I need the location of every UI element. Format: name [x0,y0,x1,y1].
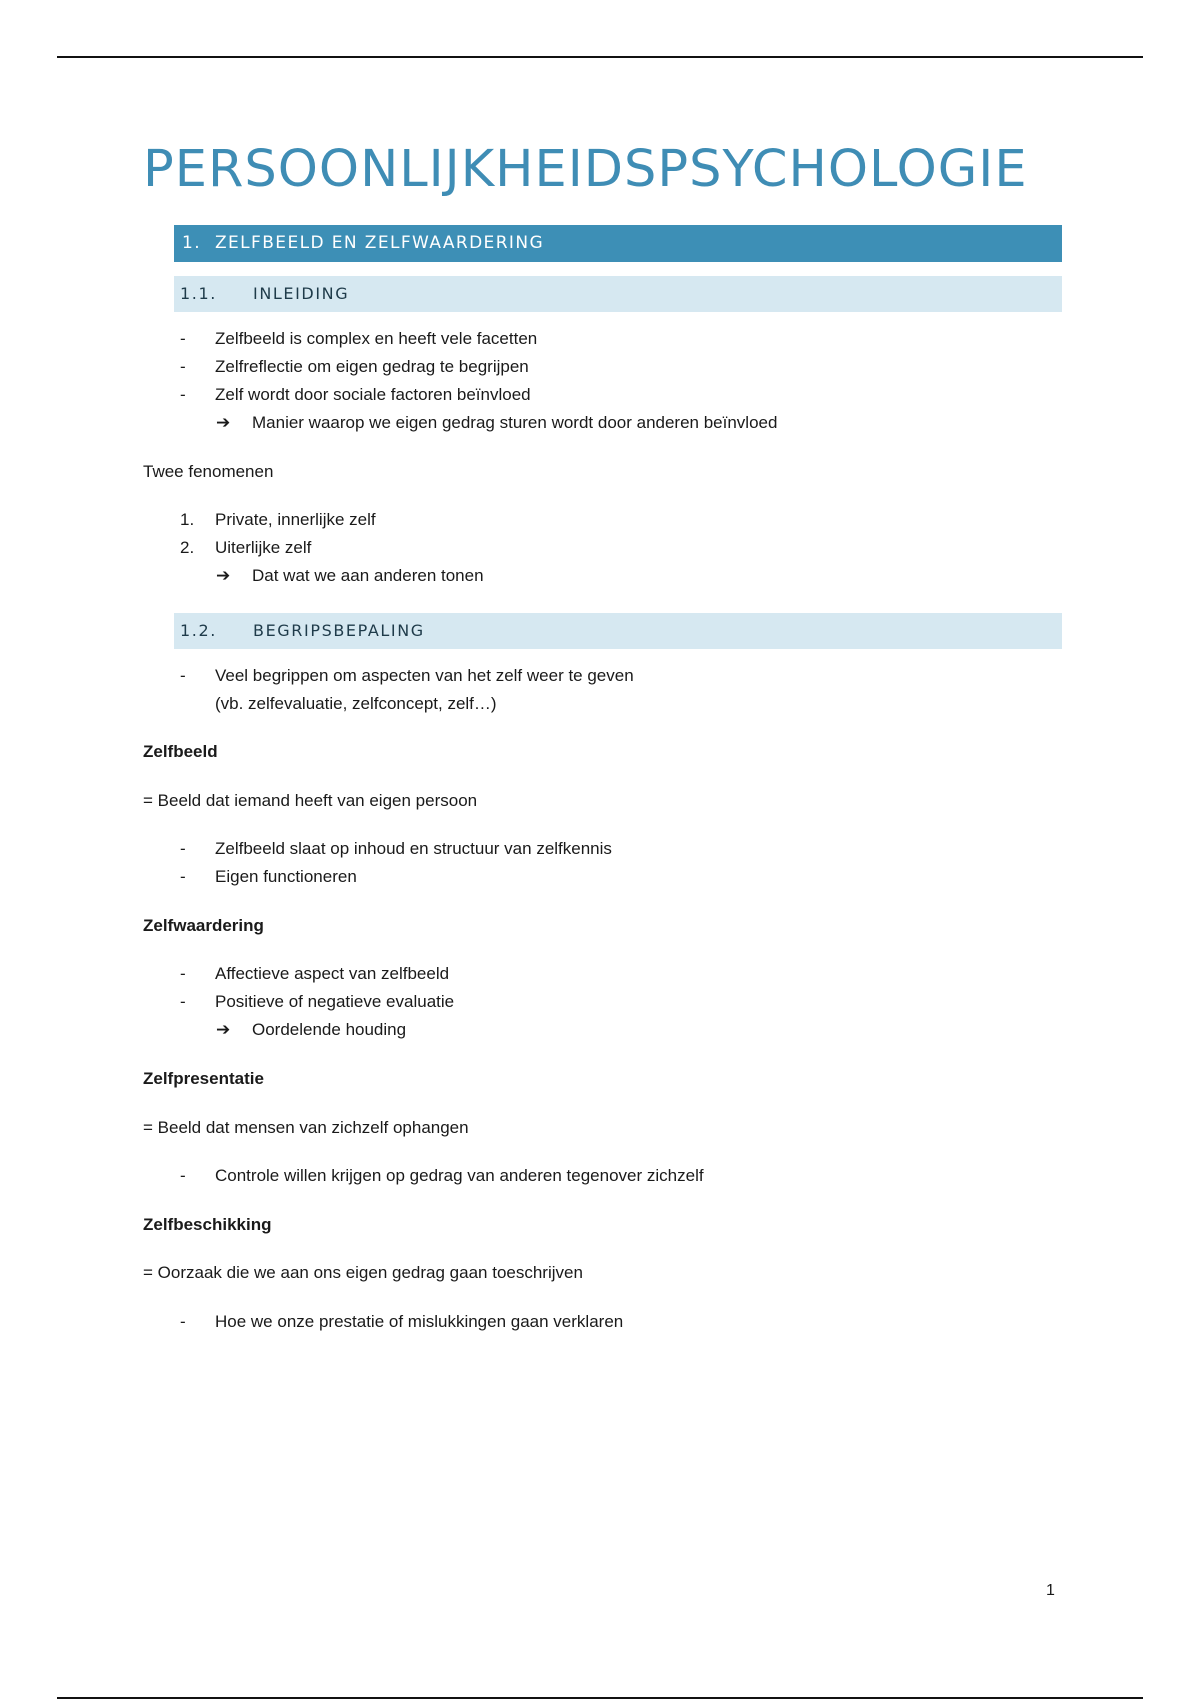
bullet-dash: - [180,1312,186,1331]
list-item: Zelfbeeld slaat op inhoud en structuur van zelfkennis [215,839,612,858]
list-item: Hoe we onze prestatie of mislukkingen gaan verklaren [215,1312,624,1331]
term-heading: Zelfpresentatie [143,1069,264,1088]
heading-section-1 [174,225,1062,262]
list-item: Zelf wordt door sociale factoren beïnvloed [215,385,531,404]
heading-label: ZELFBEELD EN ZELFWAARDERING [215,233,545,253]
heading-label: INLEIDING [253,284,350,303]
page-number: 1 [1046,1582,1055,1599]
footer-rule [57,1697,1143,1699]
list-item: Controle willen krijgen op gedrag van anderen tegenover zichzelf [215,1166,704,1185]
heading-number: 1.1. [180,284,217,303]
arrow-icon: ➔ [216,1020,231,1039]
bullet-dash: - [180,839,186,858]
header-rule [57,56,1143,58]
definition: = Oorzaak die we aan ons eigen gedrag gaan toeschrijven [143,1263,583,1282]
bullet-dash: - [180,666,186,685]
list-item: Uiterlijke zelf [215,538,312,557]
bullet-dash: - [180,329,186,348]
paragraph: Twee fenomenen [143,462,274,481]
list-item: Dat wat we aan anderen tonen [252,566,484,585]
definition: = Beeld dat mensen van zichzelf ophangen [143,1118,469,1137]
heading-subsection-1-1 [174,276,1062,312]
bullet-dash: - [180,992,186,1011]
arrow-icon: ➔ [216,566,231,585]
bullet-dash: - [180,964,186,983]
heading-number: 1.2. [180,621,217,640]
heading-number: 1. [182,233,202,253]
term-heading: Zelfbeeld [143,742,218,761]
list-item: Manier waarop we eigen gedrag sturen wordt door anderen beïnvloed [252,413,778,432]
list-item: Zelfreflectie om eigen gedrag te begrijpen [215,357,529,376]
list-number: 1. [180,510,195,529]
term-heading: Zelfbeschikking [143,1215,272,1234]
term-heading: Zelfwaardering [143,916,264,935]
list-item-continuation: (vb. zelfevaluatie, zelfconcept, zelf…) [215,694,497,713]
heading-label: BEGRIPSBEPALING [253,621,425,640]
list-number: 2. [180,538,195,557]
list-item: Positieve of negatieve evaluatie [215,992,455,1011]
list-item: Veel begrippen om aspecten van het zelf weer te geven [215,666,634,685]
bullet-dash: - [180,867,186,886]
list-item: Zelfbeeld is complex en heeft vele facetten [215,329,538,348]
heading-subsection-1-2 [174,613,1062,649]
arrow-icon: ➔ [216,413,231,432]
bullet-dash: - [180,357,186,376]
bullet-dash: - [180,1166,186,1185]
list-item: Eigen functioneren [215,867,357,886]
definition: = Beeld dat iemand heeft van eigen persoon [143,791,478,810]
list-item: Private, innerlijke zelf [215,510,376,529]
bullet-dash: - [180,385,186,404]
document-title: PERSOONLIJKHEIDSPSYCHOLOGIE [143,140,1028,199]
list-item: Affectieve aspect van zelfbeeld [215,964,450,983]
list-item: Oordelende houding [252,1020,407,1039]
